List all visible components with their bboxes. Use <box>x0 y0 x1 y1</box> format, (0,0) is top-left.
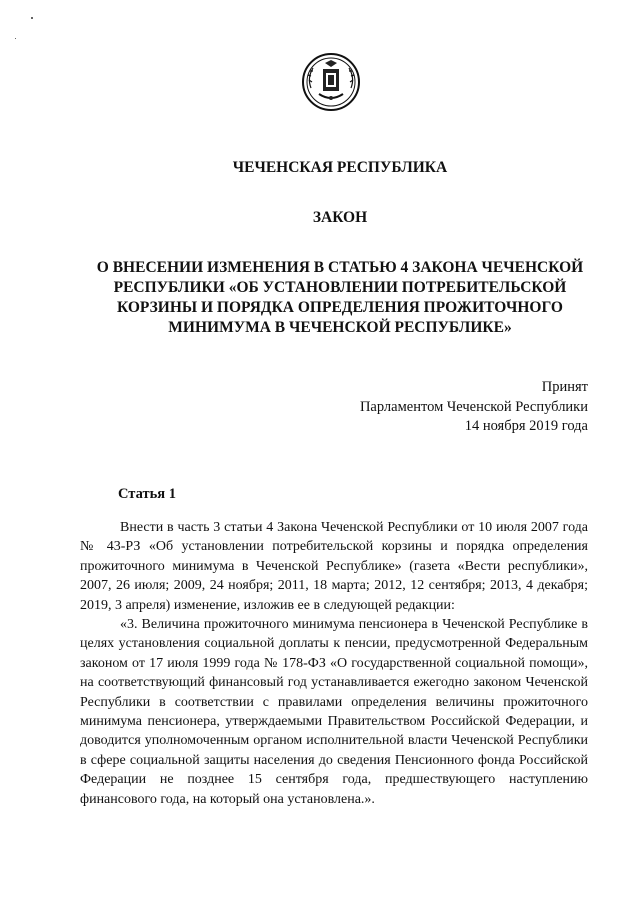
coat-of-arms-icon <box>301 52 361 112</box>
scan-speck <box>31 17 33 19</box>
adoption-date: 14 ноября 2019 года <box>464 418 588 434</box>
article-paragraph: Внести в часть 3 статьи 4 Закона Чеченской Республики от 10 июля 2007 года № 43-РЗ «Об установлении потребительской корзины и порядка определения прожиточного минимума в Чеченской Республике» (газета «Вести республики», 2007, 26 июля; 2009, 24 ноября; 2011, 18 марта; 2012, 12 сентября; 2013, 4 декабря; 2019, 3 апреля) изменение, изложив ее в следующей редакции: <box>80 520 588 613</box>
article-body <box>80 518 588 809</box>
law-title: О ВНЕСЕНИИ ИЗМЕНЕНИЯ В СТАТЬЮ 4 ЗАКОНА ЧЕЧЕНСКОЙ РЕСПУБЛИКИ «ОБ УСТАНОВЛЕНИИ ПОТРЕБИТЕЛЬСКОЙ КОРЗИНЫ И ПОРЯДКА ОПРЕДЕЛЕНИЯ ПРОЖИТОЧНОГО МИНИМУМА В ЧЕЧЕНСКОЙ РЕСПУБЛИКЕ» <box>96 259 584 336</box>
article-title: Статья 1 <box>118 486 176 502</box>
scan-speck <box>15 38 16 39</box>
adopting-body: Парламентом Чеченской Республики <box>359 398 588 415</box>
article-paragraph: «3. Величина прожиточного минимума пенсионера в Чеченской Республике в целях установления социальной доплаты к пенсии, предусмотренной Федеральным законом от 17 июля 1999 года № 178-ФЗ «О государственной социальной помощи», на соответствующий финансовый год устанавливается ежегодно законом Чеченской Республики в соответствии с правилами определения величины прожиточного минимума пенсионера, утверждаемыми Правительством Российской Федерации, и доводится уполномоченным органом исполнительной власти Чеченской Республики в сфере социальной защиты населения до сведения Пенсионного фонда Российской Федерации не позднее 15 сентября года, предшествующего наступлению финансового года, на который она установлена.». <box>80 617 588 807</box>
document-type: ЗАКОН <box>312 209 368 226</box>
region-title: ЧЕЧЕНСКАЯ РЕСПУБЛИКА <box>232 159 448 176</box>
adoption-label: Принят <box>541 379 588 395</box>
adoption-block <box>360 378 588 437</box>
